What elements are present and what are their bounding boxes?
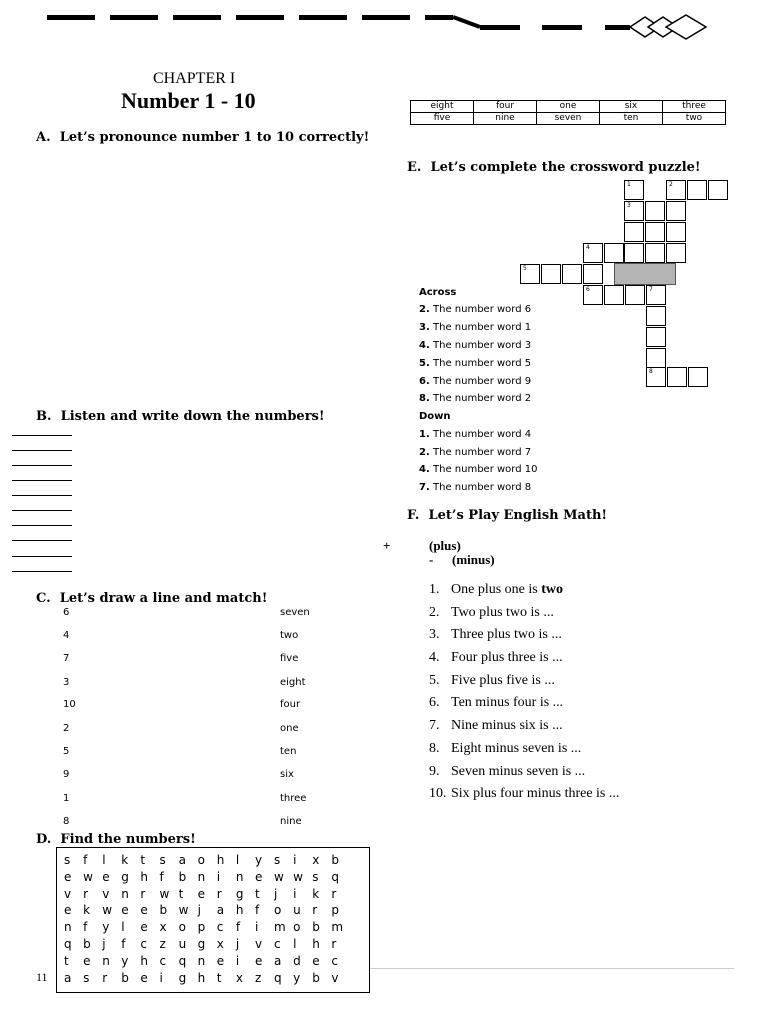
word-search-letter[interactable]: l <box>235 853 240 867</box>
word-search-row <box>64 853 350 867</box>
word-search-row <box>64 887 350 901</box>
crossword-cell[interactable] <box>645 201 665 221</box>
word-search-letter[interactable]: h <box>312 937 320 951</box>
word-search-letter[interactable]: g <box>197 937 206 951</box>
word-search-letter[interactable]: s <box>64 853 71 867</box>
math-question: 5. Five plus five is ... <box>429 673 555 688</box>
match-word[interactable]: eight <box>280 677 306 688</box>
chapter-label: CHAPTER I <box>153 70 236 87</box>
word-search-letter[interactable]: t <box>178 886 184 901</box>
crossword-cell[interactable] <box>541 264 561 284</box>
word-search-letter[interactable]: y <box>102 920 110 935</box>
word-search-letter[interactable]: g <box>178 970 187 985</box>
word-search-letter[interactable]: g <box>121 869 129 884</box>
word-search-letter[interactable]: x <box>159 920 167 935</box>
word-search-letter[interactable]: n <box>197 953 206 968</box>
crossword-cell[interactable]: 6 <box>583 285 603 305</box>
page-number: 11 <box>36 970 48 984</box>
section-b-heading <box>36 409 325 424</box>
crossword-cell[interactable] <box>688 367 708 387</box>
word-search-letter[interactable]: c <box>331 953 338 968</box>
match-word[interactable]: nine <box>280 816 302 827</box>
section-title: Find the numbers! <box>60 832 196 847</box>
word-search-letter[interactable]: h <box>216 853 225 867</box>
word-search-row <box>64 937 350 951</box>
math-question: 10. Six plus four minus three is ... <box>429 786 620 801</box>
word-search-letter[interactable]: e <box>140 920 148 935</box>
word-search-letter[interactable]: t <box>140 853 146 867</box>
match-word[interactable]: three <box>280 793 307 804</box>
math-question: 8. Eight minus seven is ... <box>429 741 582 756</box>
word-search-letter[interactable]: q <box>64 937 72 951</box>
word-search-letter[interactable]: x <box>235 970 243 985</box>
word-search-letter[interactable]: t <box>216 970 222 985</box>
word-search-letter[interactable]: o <box>293 920 301 935</box>
answer-line[interactable] <box>12 525 72 526</box>
word-search-letter[interactable]: h <box>197 970 206 985</box>
word-search-letter[interactable]: a <box>64 970 72 985</box>
word-search-letter[interactable]: e <box>64 869 72 884</box>
word-search-letter[interactable]: b <box>83 937 91 951</box>
crossword-cell[interactable] <box>646 348 666 368</box>
word-search-letter[interactable]: e <box>83 953 91 968</box>
word-search-letter[interactable]: w <box>178 903 189 918</box>
border-dash <box>299 15 347 20</box>
word-search-letter[interactable]: r <box>102 970 108 985</box>
across-clue: 3. The number word 1 <box>419 322 532 333</box>
word-search-letter[interactable]: f <box>83 920 88 935</box>
word-bank-row <box>411 101 726 113</box>
across-clue: 5. The number word 5 <box>419 358 532 369</box>
crossword-cell[interactable] <box>645 243 665 263</box>
word-search-letter[interactable]: r <box>331 886 337 901</box>
crossword-cell[interactable]: 4 <box>583 243 603 263</box>
word-search-letter[interactable]: l <box>102 853 106 867</box>
word-search-letter[interactable]: l <box>121 920 125 935</box>
word-search-letter[interactable]: h <box>140 953 148 968</box>
plus-symbol: + <box>383 538 391 553</box>
word-search-letter[interactable]: c <box>216 920 224 935</box>
word-search-letter[interactable]: f <box>235 920 241 935</box>
word-search-letter[interactable]: q <box>331 869 339 884</box>
down-clue: 1. The number word 4 <box>419 429 532 440</box>
crossword-cell[interactable]: 3 <box>624 201 644 221</box>
word-bank-cell: seven <box>537 113 600 125</box>
match-word[interactable]: four <box>280 699 301 710</box>
word-search-letter[interactable]: f <box>254 903 260 918</box>
crossword-cell[interactable] <box>687 180 707 200</box>
match-number[interactable]: 10 <box>63 699 76 710</box>
word-search-letter[interactable]: e <box>121 903 129 918</box>
crossword-cell[interactable]: 8 <box>646 367 666 387</box>
word-search-letter[interactable]: j <box>102 937 106 951</box>
word-search-letter[interactable]: b <box>312 920 320 935</box>
match-word[interactable]: five <box>280 653 299 664</box>
section-letter: E. <box>407 160 422 175</box>
match-number[interactable]: 1 <box>63 793 70 804</box>
answer-line[interactable] <box>12 450 72 451</box>
down-clue: 2. The number word 7 <box>419 447 532 458</box>
math-question: 4. Four plus three is ... <box>429 650 563 665</box>
word-search-letter[interactable]: n <box>197 869 206 884</box>
word-search-letter[interactable]: w <box>102 903 113 918</box>
word-search-letter[interactable]: z <box>159 937 166 951</box>
crossword-cell[interactable] <box>708 180 728 200</box>
section-f-heading <box>407 508 607 523</box>
word-search-letter[interactable]: w <box>293 869 303 884</box>
match-number[interactable]: 7 <box>63 653 70 664</box>
crossword-cell[interactable] <box>646 306 666 326</box>
math-question: 7. Nine minus six is ... <box>429 718 563 733</box>
footer-rule <box>370 968 734 969</box>
word-search-letter[interactable]: c <box>140 937 147 951</box>
word-search-row <box>64 971 350 985</box>
word-search-letter[interactable]: i <box>216 869 221 884</box>
word-search-letter[interactable]: n <box>235 869 244 884</box>
word-search-letter[interactable]: e <box>102 869 110 884</box>
crossword-cell[interactable] <box>604 285 624 305</box>
word-search-letter[interactable]: s <box>159 853 166 867</box>
word-bank-cell: six <box>600 101 663 113</box>
word-search-letter[interactable]: p <box>197 920 206 935</box>
word-search-letter[interactable]: v <box>102 886 110 901</box>
word-search-letter[interactable]: h <box>235 903 244 918</box>
math-question: 9. Seven minus seven is ... <box>429 764 586 779</box>
word-search-letter[interactable]: f <box>83 853 88 867</box>
crossword-cell[interactable] <box>624 243 644 263</box>
math-question: 3. Three plus two is ... <box>429 627 562 642</box>
down-heading: Down <box>419 411 451 422</box>
word-search-letter[interactable]: j <box>235 937 240 951</box>
word-search-letter[interactable]: e <box>216 953 225 968</box>
word-bank-cell: three <box>663 101 726 113</box>
word-search-letter[interactable]: w <box>83 869 93 884</box>
word-search-letter[interactable]: i <box>293 853 297 867</box>
word-search-letter[interactable]: b <box>159 903 168 918</box>
section-letter: A. <box>36 130 51 145</box>
crossword-cell[interactable] <box>624 222 644 242</box>
match-number[interactable]: 3 <box>63 677 70 688</box>
word-search-letter[interactable]: e <box>254 953 263 968</box>
answer-line[interactable] <box>12 435 72 436</box>
border-ornament <box>440 10 730 40</box>
answer-line[interactable] <box>12 571 72 572</box>
word-search-letter[interactable]: b <box>178 869 187 884</box>
word-search-letter[interactable]: i <box>293 886 297 901</box>
section-title: Let’s draw a line and match! <box>59 591 268 606</box>
down-clue: 4. The number word 10 <box>419 464 538 475</box>
word-search-letter[interactable]: f <box>121 937 126 951</box>
word-search-letter[interactable]: v <box>331 970 339 985</box>
word-search-letter[interactable]: x <box>312 853 320 867</box>
word-search-letter[interactable]: o <box>274 903 282 918</box>
word-search-letter[interactable]: k <box>83 903 91 918</box>
answer-line[interactable] <box>12 495 72 496</box>
word-search-letter[interactable]: t <box>64 953 69 968</box>
answer-line[interactable] <box>12 465 72 466</box>
word-search-letter[interactable]: j <box>274 886 278 901</box>
word-search-letter[interactable]: h <box>140 869 148 884</box>
word-bank-table <box>410 100 726 125</box>
across-heading: Across <box>419 287 457 298</box>
down-clue: 7. The number word 8 <box>419 482 532 493</box>
across-clue: 8. The number word 2 <box>419 393 532 404</box>
word-search-letter[interactable]: c <box>274 937 281 951</box>
crossword-cell[interactable] <box>562 264 582 284</box>
across-clue: 4. The number word 3 <box>419 340 532 351</box>
word-search-letter[interactable]: y <box>121 953 129 968</box>
word-search-letter[interactable]: y <box>293 970 301 985</box>
word-bank-cell: two <box>663 113 726 125</box>
crossword-cell[interactable] <box>646 327 666 347</box>
word-search-letter[interactable]: v <box>254 937 263 951</box>
word-search-letter[interactable]: u <box>178 937 187 951</box>
word-search-letter[interactable]: r <box>216 886 222 901</box>
word-search-letter[interactable]: a <box>216 903 225 918</box>
crossword-cell[interactable] <box>666 222 686 242</box>
word-search-letter[interactable]: a <box>178 853 186 867</box>
section-title: Let’s complete the crossword puzzle! <box>430 160 701 175</box>
word-bank-cell: ten <box>600 113 663 125</box>
math-question: 2. Two plus two is ... <box>429 605 554 620</box>
math-question: 1. One plus one is two <box>429 582 563 597</box>
word-bank-cell: four <box>474 101 537 113</box>
word-search-letter[interactable]: f <box>159 869 164 884</box>
word-search-row <box>64 903 350 917</box>
word-search-letter[interactable]: s <box>83 970 90 985</box>
match-number[interactable]: 2 <box>63 723 70 734</box>
answer-line[interactable] <box>12 480 72 481</box>
section-letter: B. <box>36 409 52 424</box>
word-search-letter[interactable]: b <box>121 970 129 985</box>
word-search-letter[interactable]: e <box>312 953 320 968</box>
shaded-block <box>614 263 676 285</box>
section-letter: F. <box>407 508 420 523</box>
match-word[interactable]: two <box>280 630 299 641</box>
section-e-heading <box>407 160 701 175</box>
answer-line[interactable] <box>12 540 72 541</box>
border-dash <box>173 15 221 20</box>
word-search-letter[interactable]: i <box>254 920 259 935</box>
word-search-row <box>64 870 350 884</box>
word-search-letter[interactable]: w <box>274 869 284 884</box>
word-search-letter[interactable]: r <box>312 903 318 918</box>
word-search-letter[interactable]: m <box>274 920 286 935</box>
plus-label: (plus) <box>429 538 461 553</box>
match-number[interactable]: 4 <box>63 630 70 641</box>
crossword-cell[interactable] <box>583 264 603 284</box>
word-search-letter[interactable]: n <box>121 886 129 901</box>
word-search-letter[interactable]: b <box>312 970 320 985</box>
match-word[interactable]: six <box>280 769 294 780</box>
word-search-letter[interactable]: e <box>64 903 72 918</box>
chapter-title: Number 1 - 10 <box>121 88 256 113</box>
border-dash <box>362 15 410 20</box>
word-bank-cell: five <box>411 113 474 125</box>
crossword-cell[interactable]: 1 <box>624 180 644 200</box>
crossword-cell[interactable] <box>666 201 686 221</box>
word-search-letter[interactable]: r <box>331 937 337 951</box>
word-search-letter[interactable]: z <box>254 970 262 985</box>
word-search-letter[interactable]: c <box>159 953 167 968</box>
word-search-letter[interactable]: v <box>64 886 72 901</box>
word-search-letter[interactable]: q <box>178 953 187 968</box>
word-search-letter[interactable]: o <box>197 853 205 867</box>
word-search-letter[interactable]: b <box>331 853 339 867</box>
word-search-letter[interactable]: e <box>197 886 206 901</box>
section-letter: D. <box>36 832 52 847</box>
word-search-letter[interactable]: l <box>293 937 297 951</box>
word-search-letter[interactable]: i <box>235 953 240 968</box>
crossword-cell[interactable] <box>667 367 687 387</box>
word-search-row <box>64 954 350 968</box>
crossword-cell[interactable] <box>604 243 624 263</box>
border-dash <box>110 15 158 20</box>
word-bank-cell: eight <box>411 101 474 113</box>
crossword-cell[interactable] <box>625 285 645 305</box>
word-search-letter[interactable]: d <box>293 953 301 968</box>
word-search-letter[interactable]: k <box>121 853 129 867</box>
section-c-heading <box>36 591 267 606</box>
word-search-letter[interactable]: o <box>178 920 186 935</box>
word-search-letter[interactable]: m <box>331 920 344 935</box>
minus-symbol: - <box>429 552 434 567</box>
word-search-letter[interactable]: e <box>254 869 263 884</box>
section-letter: C. <box>36 591 51 606</box>
math-question: 6. Ten minus four is ... <box>429 695 564 710</box>
match-number[interactable]: 5 <box>63 746 70 757</box>
match-word[interactable]: one <box>280 723 299 734</box>
match-word[interactable]: ten <box>280 746 297 757</box>
word-search-letter[interactable]: s <box>312 869 319 884</box>
section-d-heading <box>36 832 196 847</box>
word-search-letter[interactable]: q <box>274 970 282 985</box>
match-number[interactable]: 8 <box>63 816 70 827</box>
crossword-cell[interactable]: 2 <box>666 180 686 200</box>
word-search-letter[interactable]: p <box>331 903 339 918</box>
match-number[interactable]: 9 <box>63 769 70 780</box>
word-search-letter[interactable]: n <box>64 920 72 935</box>
answer-line[interactable] <box>12 556 72 557</box>
word-search-letter[interactable]: g <box>235 886 244 901</box>
word-search-letter[interactable]: n <box>102 953 110 968</box>
border-dash <box>236 15 284 20</box>
minus-label: (minus) <box>452 552 495 567</box>
match-word[interactable]: seven <box>280 607 310 618</box>
section-title: Let’s Play English Math! <box>428 508 608 523</box>
word-bank-row <box>411 113 726 125</box>
word-search-letter[interactable]: a <box>274 953 282 968</box>
word-search-letter[interactable]: e <box>140 903 148 918</box>
word-search-letter[interactable]: t <box>254 886 260 901</box>
match-number[interactable]: 6 <box>63 607 70 618</box>
across-clue: 6. The number word 9 <box>419 376 532 387</box>
section-a-heading <box>36 130 369 145</box>
word-search-letter[interactable]: i <box>159 970 163 985</box>
word-search-letter[interactable]: u <box>293 903 301 918</box>
word-search-letter[interactable]: r <box>140 886 146 901</box>
word-search-letter[interactable]: w <box>159 886 170 901</box>
crossword-cell[interactable] <box>666 243 686 263</box>
crossword-cell[interactable]: 5 <box>520 264 540 284</box>
word-bank-cell: nine <box>474 113 537 125</box>
word-bank-cell: one <box>537 101 600 113</box>
word-search-letter[interactable]: y <box>254 853 263 867</box>
across-clue: 2. The number word 6 <box>419 304 532 315</box>
crossword-cell[interactable] <box>645 222 665 242</box>
border-dash <box>47 15 95 20</box>
word-search-letter[interactable]: e <box>140 970 148 985</box>
word-search-letter[interactable]: k <box>312 886 320 901</box>
word-search-row <box>64 920 350 934</box>
word-search-letter[interactable]: x <box>216 937 224 951</box>
answer-line[interactable] <box>12 510 72 511</box>
word-search-letter[interactable]: j <box>197 903 201 918</box>
section-title: Listen and write down the numbers! <box>60 409 325 424</box>
word-search-letter[interactable]: s <box>274 853 281 867</box>
word-search-letter[interactable]: r <box>83 886 89 901</box>
section-title: Let’s pronounce number 1 to 10 correctly! <box>59 130 370 145</box>
crossword-cell[interactable]: 7 <box>646 285 666 305</box>
